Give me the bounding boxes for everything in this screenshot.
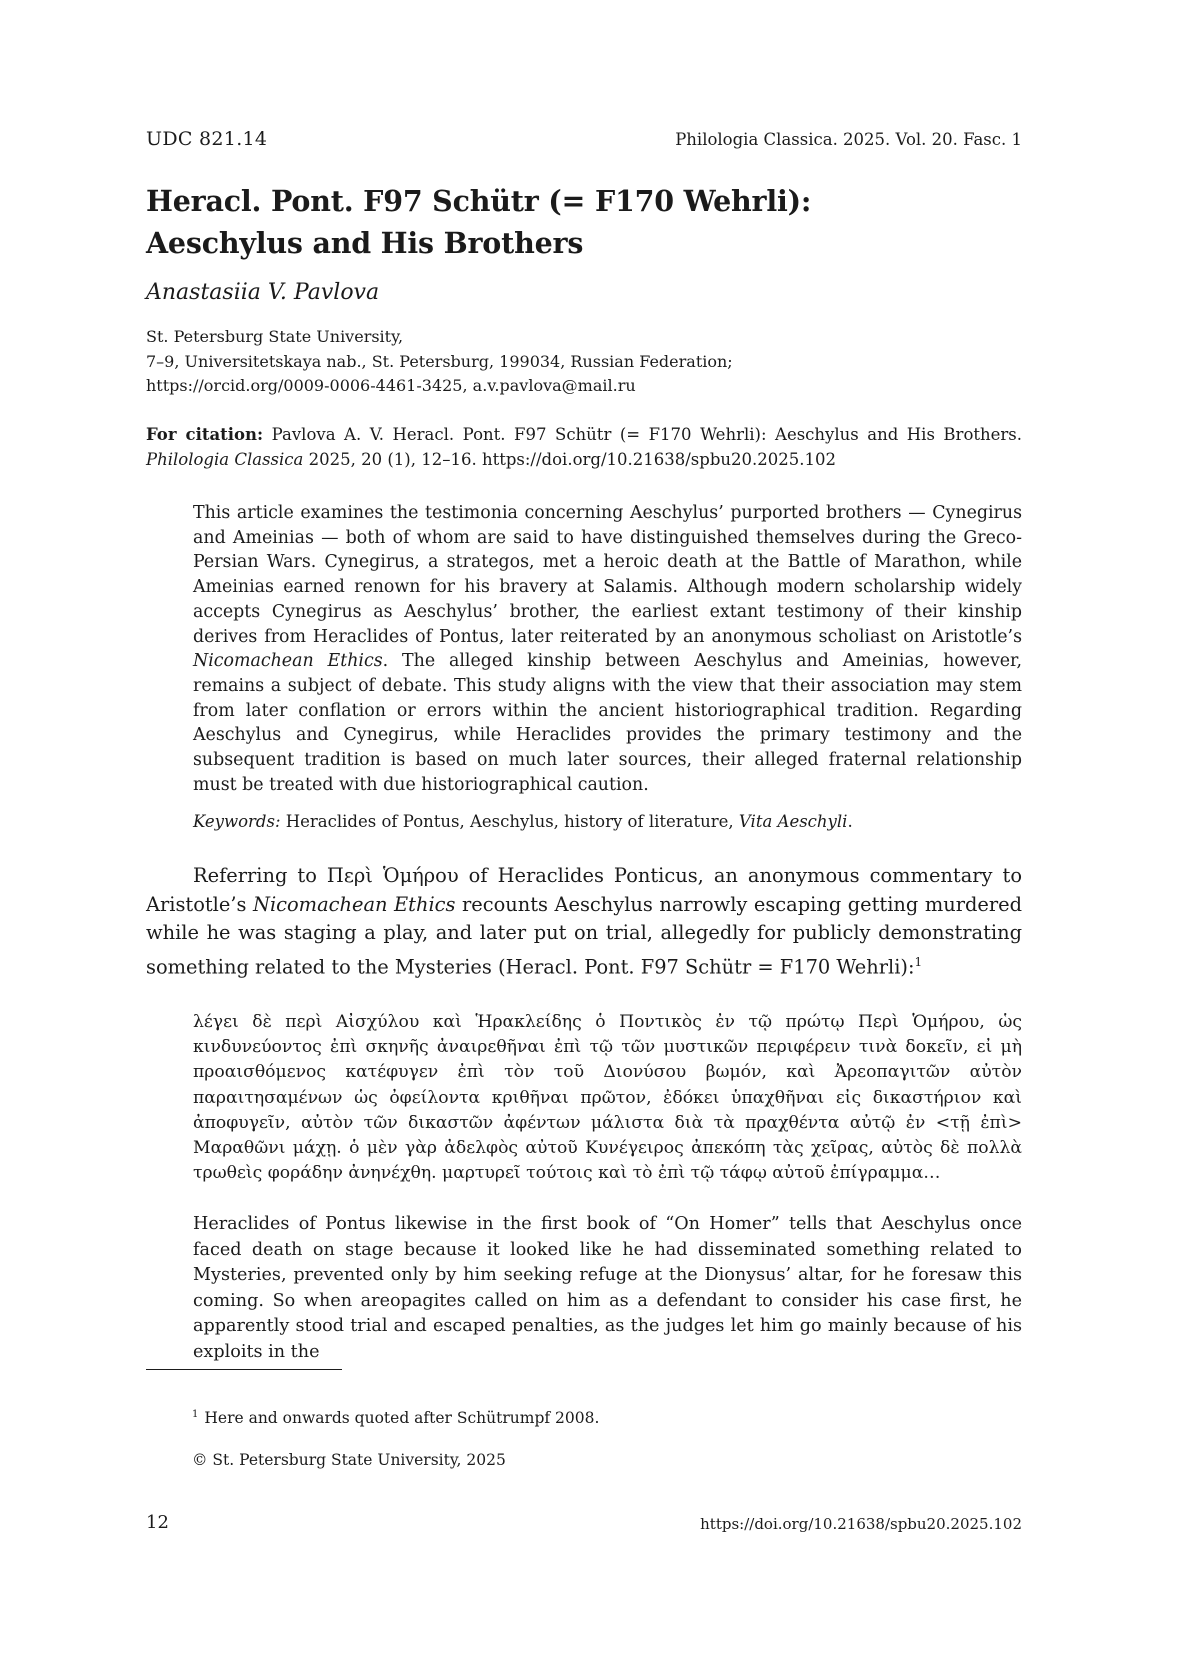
citation: [146, 423, 1022, 472]
footnote-number: 1: [192, 1409, 199, 1420]
citation-text-end: 2025, 20 (1), 12–16. https://doi.org/10.21638/spbu20.2025.102: [303, 449, 836, 469]
article-title: [146, 180, 1022, 264]
body-italic: Nicomachean Ethics: [252, 892, 456, 916]
page-number: 12: [146, 1512, 169, 1533]
citation-journal: Philologia Classica: [146, 449, 304, 469]
keywords: [193, 810, 1022, 834]
footnote-text: Here and onwards quoted after Schütrumpf 2008.: [204, 1409, 600, 1428]
abstract-text-end: . The alleged kinship between Aeschylus and Ameinias, however, remains a subject of debate. This study aligns with the view that their association may stem from later conflation or errors within the ancient historiographical tradition. Regarding Aeschylus and Cynegirus, while Heraclides provides the primary testimony and the subsequent tradition is based on much later sources, their alleged fraternal relationship must be treated with due historiographical caution.: [193, 651, 1022, 795]
body-text: Referring to Περὶ Ὁμήρου of Heraclides Ponticus, an anonymous commentary to Aristotle’s: [146, 864, 1022, 916]
journal-info: Philologia Classica. 2025. Vol. 20. Fasc. 1: [675, 130, 1022, 149]
abstract: [193, 501, 1022, 797]
copyright: © St. Petersburg State University, 2025: [192, 1451, 506, 1469]
author-affiliation: [146, 325, 733, 399]
body-text-end: recounts Aeschylus narrowly escaping getting murdered while he was staging a play, and later put on trial, allegedly for publicly demonstrating something related to the Mysteries (Heracl. Pont. F97 Schütr = F170 Wehrli):: [146, 892, 1023, 979]
footnote: [192, 1409, 599, 1427]
abstract-italic: Nicomachean Ethics: [193, 651, 383, 672]
doi-link[interactable]: https://doi.org/10.21638/spbu20.2025.102: [700, 1515, 1022, 1533]
article-page: [146, 0, 1022, 1655]
affiliation-line: St. Petersburg State University,: [146, 327, 404, 346]
title-line-1: Heracl. Pont. F97 Schütr (= F170 Wehrli):: [146, 184, 812, 218]
running-header: [146, 128, 1022, 154]
abstract-text: This article examines the testimonia concerning Aeschylus’ purported brothers — Cynegirus and Ameinias — both of whom are said to have distinguished themselves during the Greco-Persian Wars. Cynegirus, a strategos, met a heroic death at the Battle of Marathon, while Ameinias earned renown for his bravery at Salamis. Although modern scholarship widely accepts Cynegirus as Aeschylus’ brother, the earliest extant testimony of their kinship derives from Heraclides of Pontus, later reiterated by an anonymous scholiast on Aristotle’s: [193, 503, 1022, 647]
citation-label: For citation:: [146, 425, 264, 444]
title-line-2: Aeschylus and His Brothers: [146, 226, 584, 260]
footnote-ref[interactable]: 1: [914, 954, 923, 969]
affiliation-line: 7–9, Universitetskaya nab., St. Petersburg, 199034, Russian Federation;: [146, 351, 733, 371]
translation-paragraph: Heraclides of Pontus likewise in the first book of “On Homer” tells that Aeschylus once faced death on stage because it looked like he had disseminated something related to Mysteries, prevented only by him seeking refuge at the Dionysus’ altar, for he foresaw this coming. So when areopagites called on him as a defendant to consider his case first, he apparently stood trial and escaped penalties, as the judges let him go mainly because of his exploits in the: [193, 1214, 1022, 1362]
keywords-italic: Vita Aeschyli: [738, 812, 848, 831]
body-paragraph: [146, 862, 1022, 982]
affiliation-line: https://orcid.org/0009-0006-4461-3425, a.v.pavlova@mail.ru: [146, 376, 636, 395]
keywords-label: Keywords:: [193, 812, 281, 831]
udc-code: UDC 821.14: [146, 128, 268, 150]
citation-text: Pavlova A. V. Heracl. Pont. F97 Schütr (= F170 Wehrli): Aeschylus and His Brothers.: [263, 425, 1022, 444]
keywords-end: .: [847, 812, 853, 831]
keywords-text: Heraclides of Pontus, Aeschylus, history of literature,: [280, 812, 739, 831]
greek-quote: λέγει δὲ περὶ Αἰσχύλου καὶ Ἡρακλείδης ὁ Ποντικὸς ἐν τῷ πρώτῳ Περὶ Ὁμήρου, ὡς κινδυνεύοντος ἐπὶ σκηνῆς ἀναιρεθῆναι ἐπὶ τῷ τῶν μυστικῶν περιφέρειν τινὰ δοκεῖν, εἰ μὴ προαισθόμενος κατέφυγεν ἐπὶ τὸν τοῦ Διονύσου βωμόν, καὶ Ἀρεοπαγιτῶν αὐτὸν παραιτησαμένων ὡς ὀφείλοντα κριθῆναι πρῶτον, ἐδόκει ὑπαχθῆναι εἰς δικαστήριον καὶ ἀποφυγεῖν, αὐτὸν τῶν δικαστῶν ἀφέντων μάλιστα διὰ τὰ πραχθέντα αὐτῷ ἐν <τῇ ἐπὶ> Μαραθῶνι μάχῃ. ὁ μὲν γὰρ ἀδελφὸς αὐτοῦ Κυνέγειρος ἀπεκόπη τὰς χεῖρας, αὐτὸς δὲ πολλὰ τρωθεὶς φοράδην ἀνηνέχθη. μαρτυρεῖ τούτοις καὶ τὸ ἐπὶ τῷ τάφῳ αὐτοῦ ἐπίγραμμα…: [193, 1012, 1022, 1184]
author-name: Anastasiia V. Pavlova: [146, 280, 380, 305]
footnote-divider: [146, 1369, 342, 1370]
